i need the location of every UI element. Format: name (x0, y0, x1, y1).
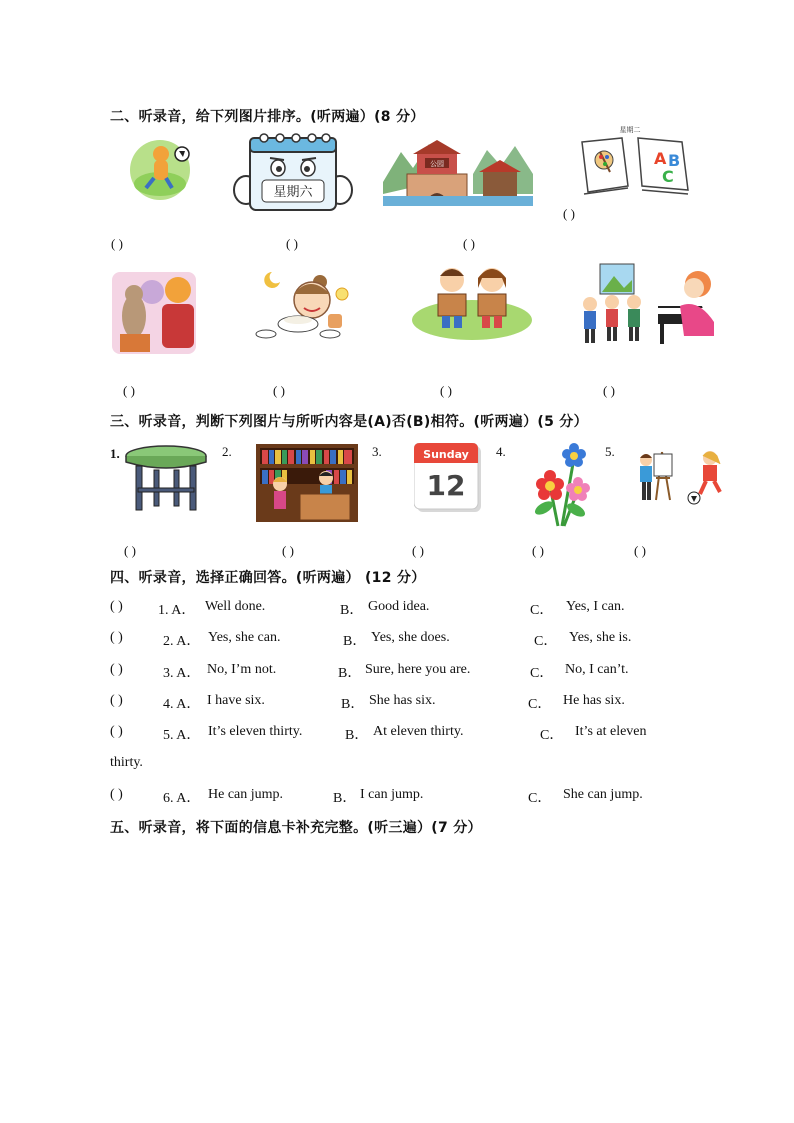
q6-answer-blank[interactable]: ( ) (110, 787, 123, 802)
answer-blank-2-3[interactable]: ( ) (463, 236, 475, 251)
q3-number: 3. A． (163, 666, 201, 681)
section-4-heading: 四、听录音，选择正确回答。(听两遍） (12 分） (110, 570, 426, 586)
section-2-heading: 二、听录音，给下列图片排序。(听两遍）(8 分） (110, 109, 425, 125)
tiger-football-picture (126, 138, 196, 202)
answer-blank-2-4[interactable]: ( ) (563, 206, 575, 221)
books-picture (578, 124, 694, 198)
library-picture (256, 444, 358, 522)
q1-answer-blank[interactable]: ( ) (110, 599, 123, 614)
q4-option-c: He has six. (563, 693, 625, 708)
q4-option-b: She has six. (369, 693, 436, 708)
q2-option-a: Yes, she can. (208, 630, 281, 645)
q5-number: 5. A． (163, 728, 201, 743)
q3-option-c-label: C． (530, 666, 554, 681)
calendar-saturday-label: 星期六 (273, 185, 313, 200)
q2-option-c: Yes, she is. (569, 630, 632, 645)
table-picture (124, 444, 208, 514)
q5-option-c-label: C． (540, 728, 564, 743)
flowers-picture (530, 442, 592, 528)
q4-option-b-label: B． (341, 697, 365, 712)
item-number-1: 1. (110, 446, 120, 461)
answer-blank-2-1[interactable]: ( ) (111, 236, 123, 251)
q6-option-b: I can jump. (360, 787, 424, 802)
answer-blank-2-6[interactable]: ( ) (273, 383, 285, 398)
q2-option-b-label: B． (343, 634, 367, 649)
q5-option-c: It’s at eleven (575, 724, 647, 739)
books-caption: 星期二 (619, 126, 641, 134)
q6-option-c-label: C． (528, 791, 552, 806)
q4-option-c-label: C． (528, 697, 552, 712)
answer-blank-3-1[interactable]: ( ) (124, 543, 136, 558)
mouse-tiger-picture (112, 272, 196, 354)
q3-option-b: Sure, here you are. (365, 662, 471, 677)
book-letter-c: C (662, 167, 674, 186)
answer-blank-3-5[interactable]: ( ) (634, 543, 646, 558)
children-reading-picture (412, 262, 532, 340)
q1-number: 1. A． (158, 603, 196, 618)
q1-option-b-label: B． (340, 603, 364, 618)
q4-option-a: I have six. (207, 693, 265, 708)
q3-answer-blank[interactable]: ( ) (110, 662, 123, 677)
music-class-picture (574, 262, 718, 348)
book-letter-a: A (654, 149, 667, 168)
item-number-5: 5. (605, 444, 615, 459)
q5-option-b-label: B． (345, 728, 369, 743)
calendar-saturday-picture (232, 132, 354, 216)
answer-blank-3-2[interactable]: ( ) (282, 543, 294, 558)
calendar-date-number: 12 (426, 469, 466, 502)
q5-option-c-continued: thirty. (110, 755, 143, 770)
item-number-3: 3. (372, 444, 382, 459)
girl-eating-picture (250, 262, 354, 344)
item-number-2: 2. (222, 444, 232, 459)
q5-option-b: At eleven thirty. (373, 724, 464, 739)
calendar-day-name: Sunday (423, 448, 469, 461)
answer-blank-2-7[interactable]: ( ) (440, 383, 452, 398)
q3-option-c: No, I can’t. (565, 662, 629, 677)
q1-option-b: Good idea. (368, 599, 430, 614)
calendar-sunday-picture (414, 443, 482, 513)
answer-blank-2-5[interactable]: ( ) (123, 383, 135, 398)
answer-blank-2-8[interactable]: ( ) (603, 383, 615, 398)
q1-option-a: Well done. (205, 599, 266, 614)
q6-number: 6. A． (163, 791, 201, 806)
answer-blank-3-4[interactable]: ( ) (532, 543, 544, 558)
section-5-heading: 五、听录音，将下面的信息卡补充完整。(听三遍）(7 分） (110, 820, 482, 836)
q2-number: 2. A． (163, 634, 201, 649)
item-number-4: 4. (496, 444, 506, 459)
q4-number: 4. A． (163, 697, 201, 712)
q2-answer-blank[interactable]: ( ) (110, 630, 123, 645)
q6-option-b-label: B． (333, 791, 357, 806)
drawing-football-picture (636, 448, 728, 508)
park-picture (383, 134, 533, 206)
q5-option-a: It’s eleven thirty. (208, 724, 303, 739)
q5-answer-blank[interactable]: ( ) (110, 724, 123, 739)
q6-option-c: She can jump. (563, 787, 643, 802)
q2-option-c-label: C． (534, 634, 558, 649)
q3-option-b-label: B． (338, 666, 362, 681)
q3-option-a: No, I’m not. (207, 662, 277, 677)
section-3-heading: 三、听录音，判断下列图片与所听内容是(A)否(B)相符。(听两遍）(5 分） (110, 414, 588, 430)
q2-option-b: Yes, she does. (371, 630, 450, 645)
park-sign-text: 公园 (430, 160, 444, 168)
answer-blank-3-3[interactable]: ( ) (412, 543, 424, 558)
q1-option-c-label: C． (530, 603, 554, 618)
q1-option-c: Yes, I can. (566, 599, 625, 614)
q6-option-a: He can jump. (208, 787, 284, 802)
answer-blank-2-2[interactable]: ( ) (286, 236, 298, 251)
book-letter-b: B (668, 151, 681, 170)
q4-answer-blank[interactable]: ( ) (110, 693, 123, 708)
